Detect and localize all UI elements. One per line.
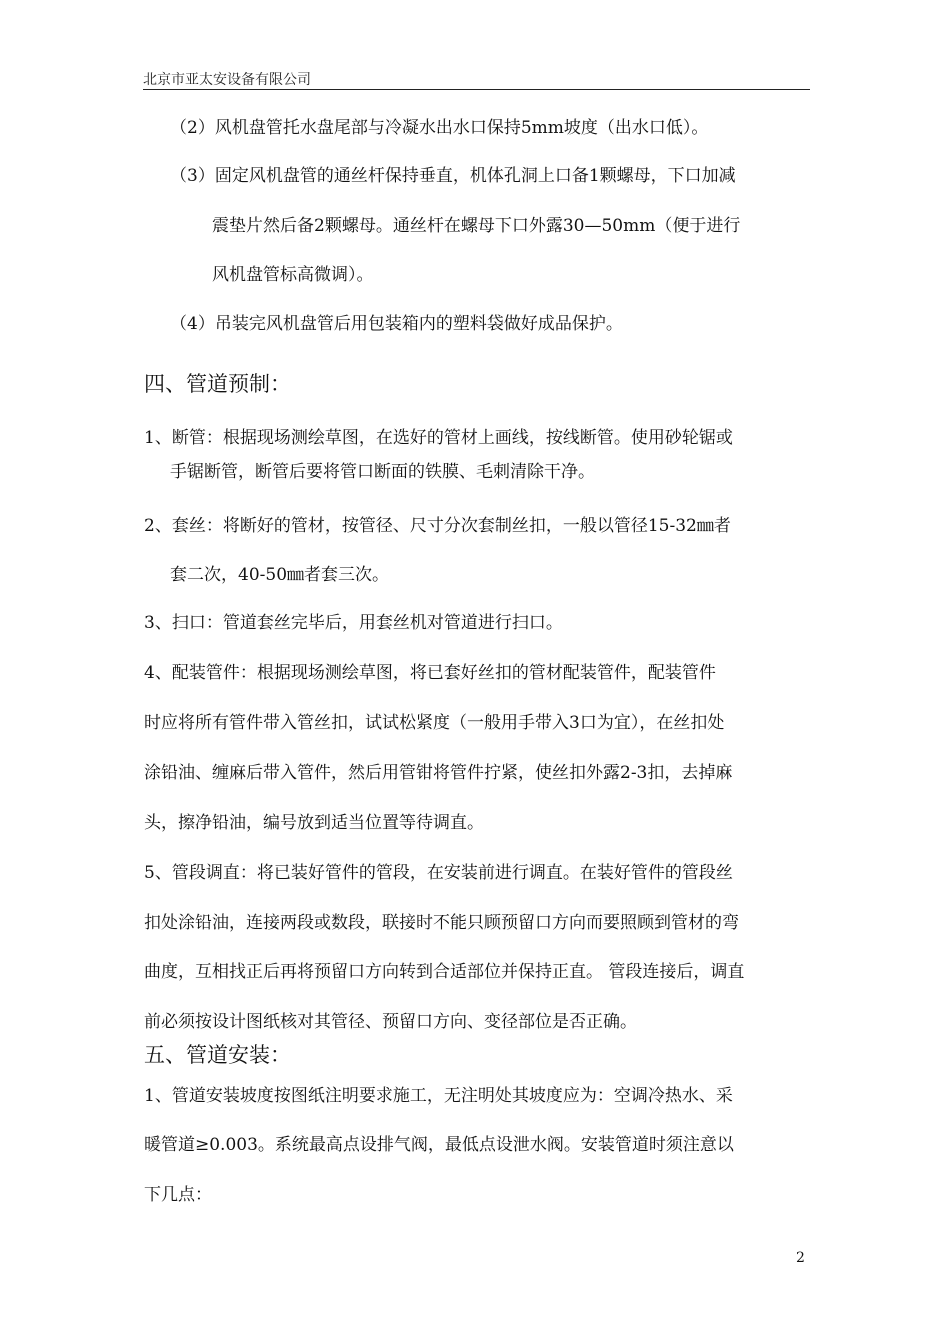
body-line: （2）风机盘管托水盘尾部与冷凝水出水口保持5mm坡度（出水口低）。: [170, 118, 709, 138]
body-line: 2、套丝：将断好的管材，按管径、尺寸分次套制丝扣，一般以管径15-32㎜者: [144, 516, 731, 536]
body-line: 头，擦净铅油，编号放到适当位置等待调直。: [144, 813, 484, 833]
body-line: 套二次，40-50㎜者套三次。: [170, 565, 390, 585]
body-line: 3、扫口：管道套丝完毕后，用套丝机对管道进行扫口。: [144, 613, 563, 633]
body-line: 5、管段调直：将已装好管件的管段，在安装前进行调直。在装好管件的管段丝: [144, 863, 733, 883]
body-line: 涂铅油、缠麻后带入管件，然后用管钳将管件拧紧，使丝扣外露2-3扣，去掉麻: [144, 763, 733, 783]
body-line: 下几点：: [144, 1185, 212, 1205]
body-line: （4）吊装完风机盘管后用包装箱内的塑料袋做好成品保护。: [170, 314, 623, 334]
body-line: 时应将所有管件带入管丝扣，试试松紧度（一般用手带入3口为宜），在丝扣处: [144, 713, 725, 733]
body-line: 曲度，互相找正后再将预留口方向转到合适部位并保持正直。 管段连接后，调直: [144, 962, 745, 982]
header-divider: [143, 89, 810, 90]
body-line: 风机盘管标高微调）。: [212, 265, 374, 285]
page-number: 2: [796, 1250, 805, 1266]
section-heading: 五、管道安装：: [144, 1043, 291, 1067]
section-heading: 四、管道预制：: [144, 372, 291, 396]
body-line: 手锯断管，断管后要将管口断面的铁膜、毛刺清除干净。: [170, 462, 595, 482]
body-line: 扣处涂铅油，连接两段或数段，联接时不能只顾预留口方向而要照顾到管材的弯: [144, 913, 739, 933]
page-header: 北京市亚太安设备有限公司: [143, 72, 311, 88]
body-line: 1、断管：根据现场测绘草图，在选好的管材上画线，按线断管。使用砂轮锯或: [144, 428, 733, 448]
body-line: 震垫片然后备2颗螺母。通丝杆在螺母下口外露30—50mm（便于进行: [212, 216, 741, 236]
body-line: 暖管道≥0.003。系统最高点设排气阀，最低点设泄水阀。安装管道时须注意以: [144, 1135, 734, 1155]
body-line: 4、配装管件：根据现场测绘草图，将已套好丝扣的管材配装管件，配装管件: [144, 663, 716, 683]
body-line: 1、管道安装坡度按图纸注明要求施工，无注明处其坡度应为：空调冷热水、采: [144, 1086, 733, 1106]
body-line: 前必须按设计图纸核对其管径、预留口方向、变径部位是否正确。: [144, 1012, 637, 1032]
body-line: （3）固定风机盘管的通丝杆保持垂直，机体孔洞上口备1颗螺母，下口加减: [170, 166, 736, 186]
